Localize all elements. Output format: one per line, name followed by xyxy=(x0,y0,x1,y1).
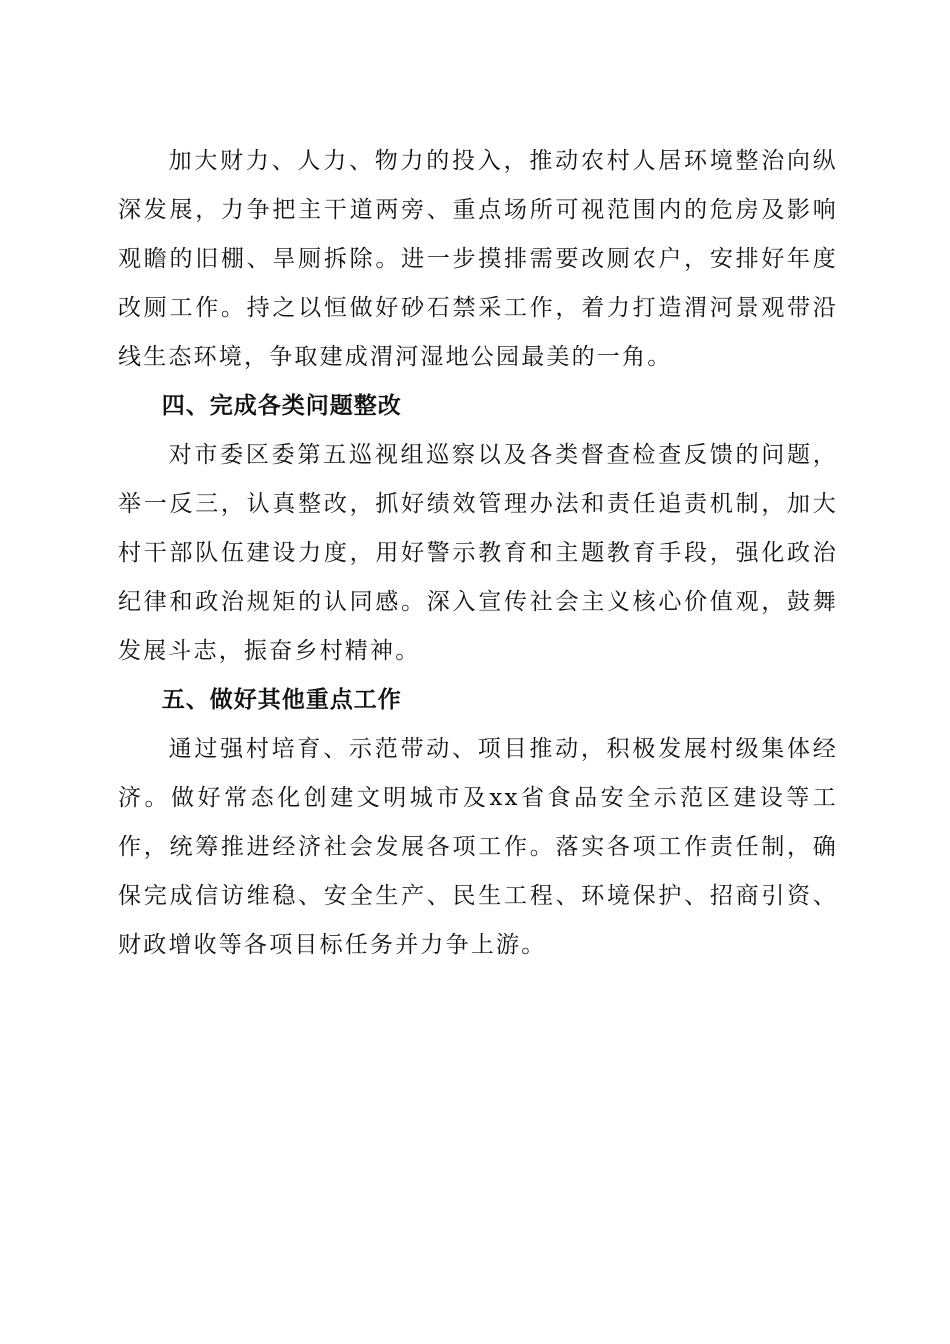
heading-section-5: 五、做好其他重点工作 xyxy=(161,687,402,713)
document-body xyxy=(118,137,838,970)
paragraph-rectification: 对市委区委第五巡视组巡察以及各类督查检查反馈的问题，举一反三，认真整改，抓好绩效管理办法和责任追责机制，加大村干部队伍建设力度，用好警示教育和主题教育手段，强化政治纪律和政治规矩的认同感。深入宣传社会主义核心价值观，鼓舞发展斗志，振奋乡村精神。 xyxy=(118,442,838,664)
paragraph-other-key-work: 通过强村培育、示范带动、项目推动，积极发展村级集体经济。做好常态化创建文明城市及xx省食品安全示范区建设等工作，统筹推进经济社会发展各项工作。落实各项工作责任制，确保完成信访维稳、安全生产、民生工程、环境保护、招商引资、财政增收等各项目标任务并力争上游。 xyxy=(118,736,838,958)
paragraph-rural-environment: 加大财力、人力、物力的投入，推动农村人居环境整治向纵深发展，力争把主干道两旁、重点场所可视范围内的危房及影响观瞻的旧棚、旱厕拆除。进一步摸排需要改厕农户，安排好年度改厕工作。持之以恒做好砂石禁采工作，着力打造渭河景观带沿线生态环境，争取建成渭河湿地公园最美的一角。 xyxy=(118,148,838,370)
heading-section-4: 四、完成各类问题整改 xyxy=(161,393,402,419)
